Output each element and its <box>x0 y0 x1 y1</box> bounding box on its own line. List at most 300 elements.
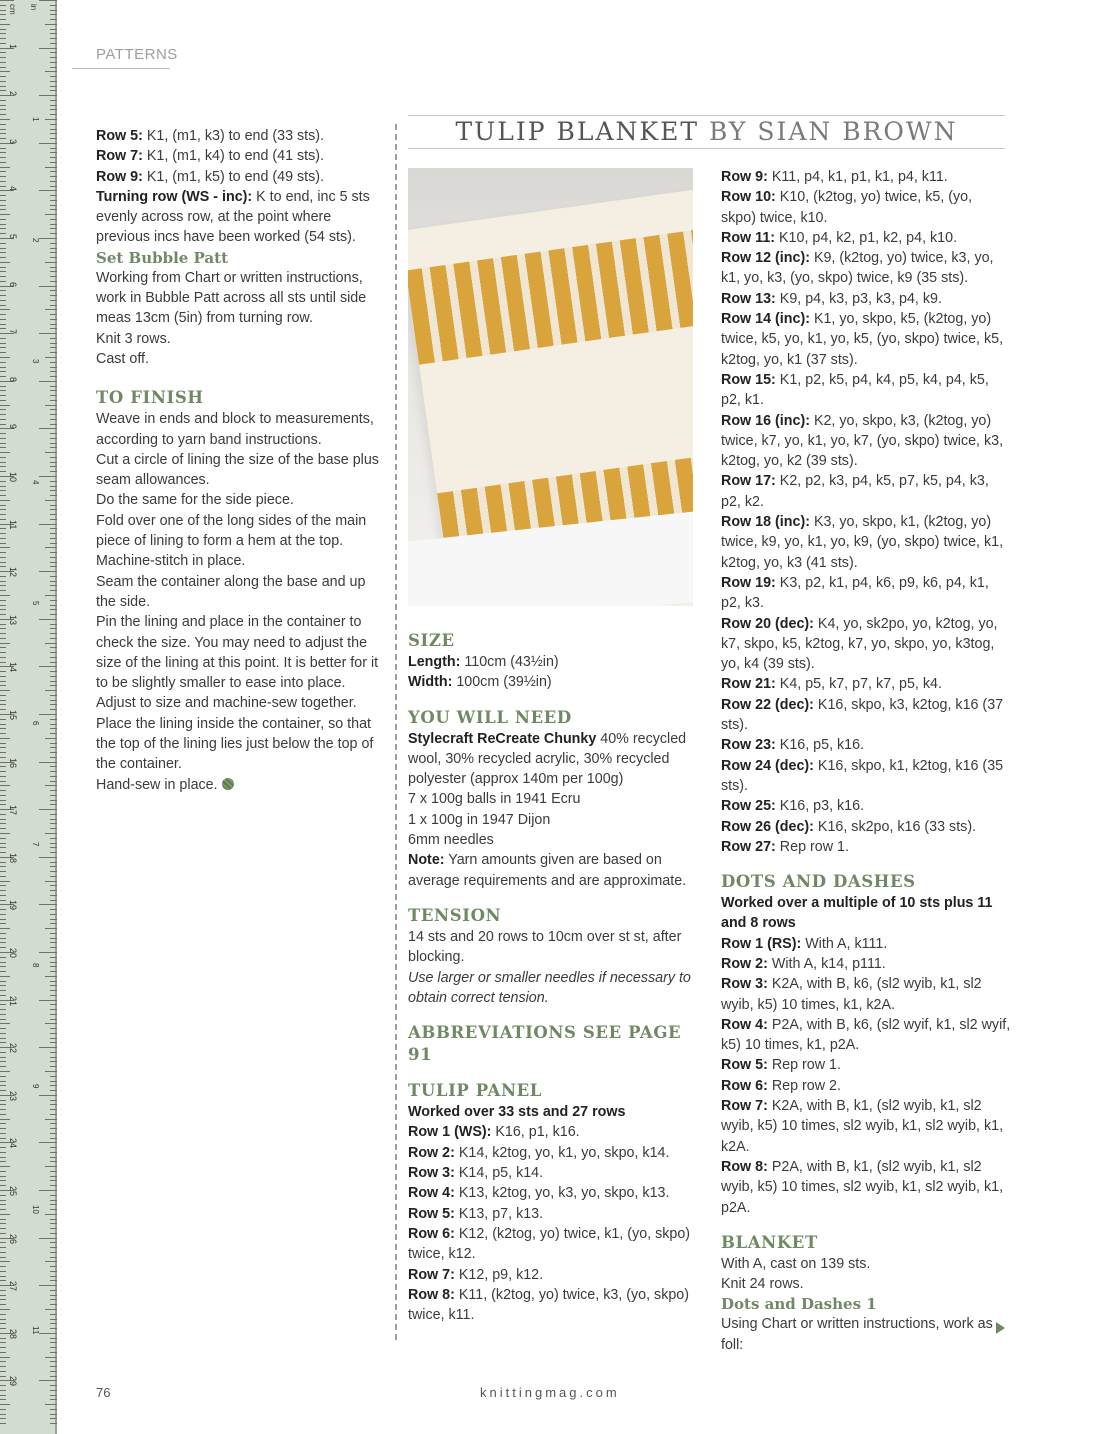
title-main: TULIP BLANKET <box>455 117 699 146</box>
ruler-tick <box>0 371 6 372</box>
tension-heading: TENSION <box>408 905 502 925</box>
ruler-tick <box>0 514 6 515</box>
ruler-cm-label: 12 <box>8 567 18 578</box>
ruler-tick <box>0 557 6 558</box>
ruler-tick <box>50 600 57 601</box>
ruler-tick <box>0 819 6 820</box>
ruler-tick <box>0 1257 6 1258</box>
ruler-tick <box>45 976 57 977</box>
ruler-tick <box>45 262 57 263</box>
ruler-tick <box>0 823 6 824</box>
ruler-tick <box>50 414 57 415</box>
ruler-tick <box>0 628 6 629</box>
ruler-tick <box>0 605 6 606</box>
title-byline: BY SIAN BROWN <box>708 117 958 146</box>
ruler-tick <box>0 438 6 439</box>
next-arrow-icon <box>996 1322 1005 1334</box>
ruler-tick <box>50 557 57 558</box>
ruler-tick <box>0 419 6 420</box>
ruler-tick <box>50 585 57 586</box>
ruler-tick <box>0 681 6 682</box>
finish-line: Do the same for the side piece. <box>96 492 294 509</box>
ruler-tick <box>45 643 57 644</box>
ruler-tick <box>0 1123 6 1124</box>
ruler-tick <box>0 1423 6 1424</box>
ruler-tick <box>39 1000 57 1001</box>
ruler-tick <box>0 885 6 886</box>
ruler-tick <box>50 628 57 629</box>
ruler-tick <box>0 1319 6 1320</box>
ruler-tick <box>50 709 57 710</box>
ruler-tick <box>39 809 57 810</box>
ruler-tick <box>50 347 57 348</box>
ruler-tick <box>50 719 57 720</box>
ruler-tick <box>50 942 57 943</box>
ruler-tick <box>0 776 6 777</box>
pattern-row: Row 10: K10, (k2tog, yo) twice, k5, (yo, skpo) twice, k10. <box>721 189 973 226</box>
ruler-tick <box>0 1204 6 1205</box>
ruler-tick <box>50 362 57 363</box>
ruler-tick <box>50 1138 57 1139</box>
ruler-tick <box>0 338 6 339</box>
column-left <box>96 126 384 795</box>
ruler-tick <box>0 919 6 920</box>
ruler-tick <box>0 228 6 229</box>
ruler-tick <box>0 305 6 306</box>
ruler-tick <box>0 657 6 658</box>
ruler-tick <box>39 666 57 667</box>
balls-ecru: 7 x 100g balls in 1941 Ecru <box>408 791 581 808</box>
pattern-row: Row 3: K2A, with B, k6, (sl2 wyib, k1, sl2 wyib, k5) 10 times, k1, k2A. <box>721 976 982 1013</box>
ruler-tick <box>0 766 6 767</box>
ruler-tick <box>0 186 6 187</box>
ruler-tick <box>0 1100 6 1101</box>
ruler-tick <box>0 814 6 815</box>
ruler-tick <box>0 290 6 291</box>
ruler-tick <box>50 243 57 244</box>
ruler-tick <box>50 433 57 434</box>
ruler-tick <box>0 543 6 544</box>
ruler-tick <box>0 76 6 77</box>
blanket-heading: BLANKET <box>721 1232 818 1252</box>
ruler-tick <box>0 928 10 929</box>
ruler-tick <box>39 857 57 858</box>
finish-line: Adjust to size and machine-sew together. <box>96 695 357 712</box>
ruler-tick <box>0 528 6 529</box>
ruler-tick <box>0 828 6 829</box>
ruler-tick <box>50 1390 57 1391</box>
ruler-in-label: 3 <box>31 358 40 364</box>
ruler-tick <box>45 928 57 929</box>
ruler-tick <box>0 985 6 986</box>
ruler-tick <box>39 1047 57 1048</box>
ruler-tick <box>50 581 57 582</box>
ruler-tick <box>39 143 57 144</box>
ruler-tick <box>50 914 57 915</box>
ruler-tick <box>50 152 57 153</box>
ruler-tick <box>0 447 6 448</box>
ruler-tick <box>50 852 57 853</box>
ruler-tick <box>50 876 57 877</box>
ruler-tick <box>50 195 57 196</box>
pattern-row: Row 7: K2A, with B, k1, (sl2 wyib, k1, sl2 wyib, k5) 10 times, sl2 wyib, k1, sl2 wyib, k1, k2A. <box>721 1098 1004 1155</box>
pattern-row: Row 4: K13, k2tog, yo, k3, yo, skpo, k13. <box>408 1185 670 1202</box>
ruler-cm-label: 8 <box>8 376 18 382</box>
needles: 6mm needles <box>408 832 494 849</box>
ruler-tick <box>0 552 6 553</box>
row-line: Row 5: K1, (m1, k3) to end (33 sts). <box>96 128 325 144</box>
ruler-tick <box>0 10 6 11</box>
ruler-cm-label: 2 <box>8 91 18 97</box>
ruler-tick <box>50 847 57 848</box>
ruler-tick <box>50 1090 57 1091</box>
finish-line: Weave in ends and block to measurements, according to yarn band instructions. <box>96 411 374 448</box>
pattern-row: Row 27: Rep row 1. <box>721 838 849 855</box>
ruler-tick <box>0 1133 6 1134</box>
ruler-tick <box>50 290 57 291</box>
ruler-tick <box>0 947 6 948</box>
ruler-tick <box>0 443 6 444</box>
ruler-tick <box>50 219 57 220</box>
ruler-tick <box>0 1014 6 1015</box>
ruler-tick <box>50 390 57 391</box>
dd1-text: Using Chart or written instructions, work as foll: <box>721 1316 993 1353</box>
ruler-tick <box>50 176 57 177</box>
column-right <box>721 167 1011 1355</box>
pattern-row: Row 6: Rep row 2. <box>721 1077 841 1094</box>
ruler-tick <box>50 171 57 172</box>
ruler-tick <box>50 1009 57 1010</box>
ruler-tick <box>50 1185 57 1186</box>
ruler-tick <box>50 200 57 201</box>
ruler-tick <box>0 267 6 268</box>
ruler-cm-label: 23 <box>8 1090 18 1101</box>
ruler-tick <box>50 300 57 301</box>
ruler-tick <box>0 152 6 153</box>
ruler-tick <box>0 1176 6 1177</box>
ruler-tick <box>50 419 57 420</box>
ruler-tick <box>0 1399 6 1400</box>
ruler-tick <box>50 543 57 544</box>
ruler-tick <box>50 376 57 377</box>
ruler-tick <box>50 495 57 496</box>
ruler-unit-cm: cm <box>8 4 17 15</box>
ruler-tick <box>50 933 57 934</box>
ruler-tick <box>0 452 10 453</box>
ruler-tick <box>45 452 57 453</box>
measuring-ruler <box>0 0 57 1434</box>
ruler-tick <box>50 1019 57 1020</box>
finish-line: Seam the container along the base and up the side. <box>96 573 366 610</box>
ruler-in-label: 4 <box>31 479 40 485</box>
ruler-tick <box>0 62 6 63</box>
ruler-tick <box>0 1376 6 1377</box>
pattern-row: Row 15: K1, p2, k5, p4, k4, p5, k4, p4, k5, p2, k1. <box>721 371 989 409</box>
ruler-tick <box>50 971 57 972</box>
ruler-tick <box>0 29 6 30</box>
pattern-row: Row 8: P2A, with B, k1, (sl2 wyib, k1, sl2 wyib, k5) 10 times, sl2 wyib, k1, sl2 wyib, k1, p2A. <box>721 1158 1004 1216</box>
ruler-tick <box>0 495 6 496</box>
pattern-row: Row 26 (dec): K16, sk2po, k16 (33 sts). <box>721 818 977 835</box>
ruler-tick <box>50 1052 57 1053</box>
ruler-tick <box>0 638 6 639</box>
ruler-tick <box>0 709 6 710</box>
pattern-row: Row 13: K9, p4, k3, p3, k3, p4, k9. <box>721 290 942 307</box>
ruler-tick <box>50 100 57 101</box>
ruler-tick <box>45 785 57 786</box>
ruler-tick <box>0 909 6 910</box>
ruler-tick <box>50 1228 57 1229</box>
ruler-cm-label: 18 <box>8 852 18 863</box>
ruler-tick <box>0 1395 6 1396</box>
ruler-tick <box>50 271 57 272</box>
size-heading: SIZE <box>408 631 455 650</box>
ruler-cm-label: 28 <box>8 1328 18 1339</box>
ruler-tick <box>50 157 57 158</box>
ruler-tick <box>50 1033 57 1034</box>
title-rule-bottom <box>408 148 1005 149</box>
ruler-tick <box>0 1185 6 1186</box>
ruler-tick <box>45 357 57 358</box>
ruler-tick <box>0 581 6 582</box>
ruler-tick <box>0 1114 6 1115</box>
ruler-in-label: 1 <box>31 116 40 122</box>
ruler-tick <box>50 462 57 463</box>
ruler-tick <box>50 209 57 210</box>
finish-line: Place the lining inside the container, so that the top of the lining lies just below the top of the container. <box>96 715 374 773</box>
ruler-cm-label: 15 <box>8 710 18 721</box>
ruler-tick <box>0 1409 6 1410</box>
ruler-tick <box>50 890 57 891</box>
pattern-row: Row 22 (dec): K16, skpo, k3, k2tog, k16 (37 sts). <box>721 696 1004 734</box>
ruler-cm-label: 26 <box>8 1233 18 1244</box>
ruler-tick <box>50 624 57 625</box>
ruler-tick <box>0 671 6 672</box>
ruler-tick <box>50 843 57 844</box>
ruler-tick <box>45 595 57 596</box>
ruler-tick <box>0 547 10 548</box>
ruler-tick <box>45 24 57 25</box>
ruler-tick <box>39 381 57 382</box>
ruler-tick <box>0 1033 6 1034</box>
ruler-tick <box>0 300 6 301</box>
ruler-tick <box>50 1042 57 1043</box>
ruler-tick <box>0 981 6 982</box>
ruler-tick <box>0 1085 6 1086</box>
ruler-tick <box>0 871 6 872</box>
ruler-tick <box>39 1142 57 1143</box>
ruler-tick <box>0 129 6 130</box>
ruler-tick <box>45 1309 57 1310</box>
ruler-tick <box>0 1390 6 1391</box>
finish-heading: TO FINISH <box>96 388 204 408</box>
ruler-tick <box>50 1180 57 1181</box>
ruler-tick <box>50 981 57 982</box>
ruler-tick <box>50 781 57 782</box>
ruler-tick <box>50 695 57 696</box>
ruler-tick <box>39 95 57 96</box>
ruler-tick <box>50 647 57 648</box>
ruler-tick <box>50 1323 57 1324</box>
ruler-tick <box>50 1076 57 1077</box>
ruler-tick <box>0 600 6 601</box>
ruler-tick <box>50 409 57 410</box>
ruler-tick <box>0 590 6 591</box>
ruler-tick <box>50 1219 57 1220</box>
ruler-cm-label: 19 <box>8 900 18 911</box>
ruler-tick <box>50 862 57 863</box>
finish-last-line: Hand-sew in place. <box>96 775 384 795</box>
ruler-tick <box>50 443 57 444</box>
ruler-tick <box>0 614 6 615</box>
ruler-tick <box>0 1214 10 1215</box>
ruler-tick <box>45 547 57 548</box>
ruler-tick <box>0 576 6 577</box>
ruler-tick <box>0 195 6 196</box>
ruler-tick <box>50 1290 57 1291</box>
ruler-tick <box>50 704 57 705</box>
size-width: Width: 100cm (39½in) <box>408 674 552 691</box>
pattern-row: Row 1 (WS): K16, p1, k16. <box>408 1124 580 1141</box>
row-line: Row 7: K1, (m1, k4) to end (41 sts). <box>96 148 325 165</box>
ruler-tick <box>50 352 57 353</box>
ruler-tick <box>50 471 57 472</box>
ruler-tick <box>0 124 6 125</box>
ruler-tick <box>50 338 57 339</box>
ruler-tick <box>50 533 57 534</box>
ruler-tick <box>50 52 57 53</box>
ruler-tick <box>0 205 6 206</box>
row-line: Row 9: K1, (m1, k5) to end (49 sts). <box>96 168 325 185</box>
ruler-tick <box>0 200 6 201</box>
ruler-cm-label: 5 <box>8 234 18 240</box>
ruler-tick <box>0 1004 6 1005</box>
ruler-tick <box>45 71 57 72</box>
ruler-tick <box>0 1385 6 1386</box>
ruler-tick <box>50 590 57 591</box>
ruler-tick <box>0 500 10 501</box>
ruler-tick <box>50 10 57 11</box>
ruler-tick <box>45 167 57 168</box>
ruler-tick <box>39 48 57 49</box>
ruler-tick <box>50 519 57 520</box>
ruler-tick <box>50 86 57 87</box>
ruler-tick <box>50 681 57 682</box>
ruler-tick <box>0 1266 6 1267</box>
ruler-tick <box>50 1271 57 1272</box>
ruler-tick <box>0 1295 6 1296</box>
ruler-tick <box>0 133 6 134</box>
ruler-tick <box>0 1061 6 1062</box>
ruler-tick <box>50 895 57 896</box>
ruler-tick <box>39 333 57 334</box>
ruler-tick <box>0 585 6 586</box>
ruler-tick <box>50 957 57 958</box>
ruler-tick <box>0 1180 6 1181</box>
ruler-tick <box>0 5 6 6</box>
note: Note: Yarn amounts given are based on average requirements and are approximate. <box>408 852 687 889</box>
pattern-row: Row 21: K4, p5, k7, p7, k7, p5, k4. <box>721 676 942 693</box>
tulip-heading: TULIP PANEL <box>408 1081 543 1101</box>
ruler-tick <box>50 14 57 15</box>
ruler-tick <box>0 1071 10 1072</box>
ruler-tick <box>0 1090 6 1091</box>
ruler-tick <box>50 252 57 253</box>
ruler-tick <box>50 919 57 920</box>
ruler-tick <box>0 181 6 182</box>
ruler-tick <box>0 1323 6 1324</box>
ruler-tick <box>50 1176 57 1177</box>
bubble-heading: Set Bubble Patt <box>96 248 229 267</box>
ruler-tick <box>50 1081 57 1082</box>
ruler-tick <box>50 233 57 234</box>
ruler-tick <box>50 138 57 139</box>
ruler-tick <box>0 409 6 410</box>
ruler-tick <box>50 1171 57 1172</box>
pattern-row: Row 12 (inc): K9, (k2tog, yo) twice, k3, yo, k1, yo, k3, (yo, skpo) twice, k9 (35 sts). <box>721 250 994 287</box>
ruler-tick <box>50 947 57 948</box>
ruler-tick <box>50 1057 57 1058</box>
ruler-tick <box>0 276 6 277</box>
ruler-tick <box>45 1023 57 1024</box>
ruler-tick <box>50 62 57 63</box>
ruler-tick <box>50 1395 57 1396</box>
mustard-band <box>408 229 693 365</box>
ruler-tick <box>0 562 6 563</box>
ruler-tick <box>50 1038 57 1039</box>
ruler-tick <box>45 881 57 882</box>
ruler-tick <box>0 271 6 272</box>
ruler-tick <box>0 890 6 891</box>
pattern-row: Row 2: K14, k2tog, yo, k1, yo, skpo, k14. <box>408 1144 670 1161</box>
ruler-tick <box>50 1104 57 1105</box>
ruler-tick <box>50 276 57 277</box>
ruler-tick <box>50 1328 57 1329</box>
ruler-tick <box>0 214 10 215</box>
ruler-tick <box>39 714 57 715</box>
yarn-line: Stylecraft ReCreate Chunky 40% recycled wool, 30% recycled acrylic, 30% recycled polyester (approx 140m per 100g) <box>408 730 687 788</box>
ruler-tick <box>50 733 57 734</box>
ruler-tick <box>50 295 57 296</box>
ruler-tick <box>0 704 6 705</box>
ruler-tick <box>0 1404 10 1405</box>
ruler-tick <box>50 267 57 268</box>
ruler-tick <box>50 838 57 839</box>
ruler-tick <box>0 1352 6 1353</box>
ruler-tick <box>0 1200 6 1201</box>
ruler-in-label: 5 <box>31 600 40 605</box>
ruler-tick <box>0 414 6 415</box>
ruler-tick <box>0 1195 6 1196</box>
ruler-tick <box>45 833 57 834</box>
ruler-tick <box>50 1371 57 1372</box>
ruler-tick <box>50 438 57 439</box>
ruler-tick <box>0 314 6 315</box>
ruler-tick <box>0 728 6 729</box>
ruler-tick <box>50 1014 57 1015</box>
ruler-tick <box>0 400 6 401</box>
ruler-tick <box>0 533 6 534</box>
ruler-cm-label: 29 <box>8 1376 18 1387</box>
ruler-tick <box>0 1271 6 1272</box>
ruler-tick <box>50 990 57 991</box>
ruler-tick <box>50 1209 57 1210</box>
ruler-tick <box>39 952 57 953</box>
pattern-title <box>408 116 1005 148</box>
ruler-tick <box>50 923 57 924</box>
ruler-tick <box>50 724 57 725</box>
ruler-tick <box>0 319 6 320</box>
